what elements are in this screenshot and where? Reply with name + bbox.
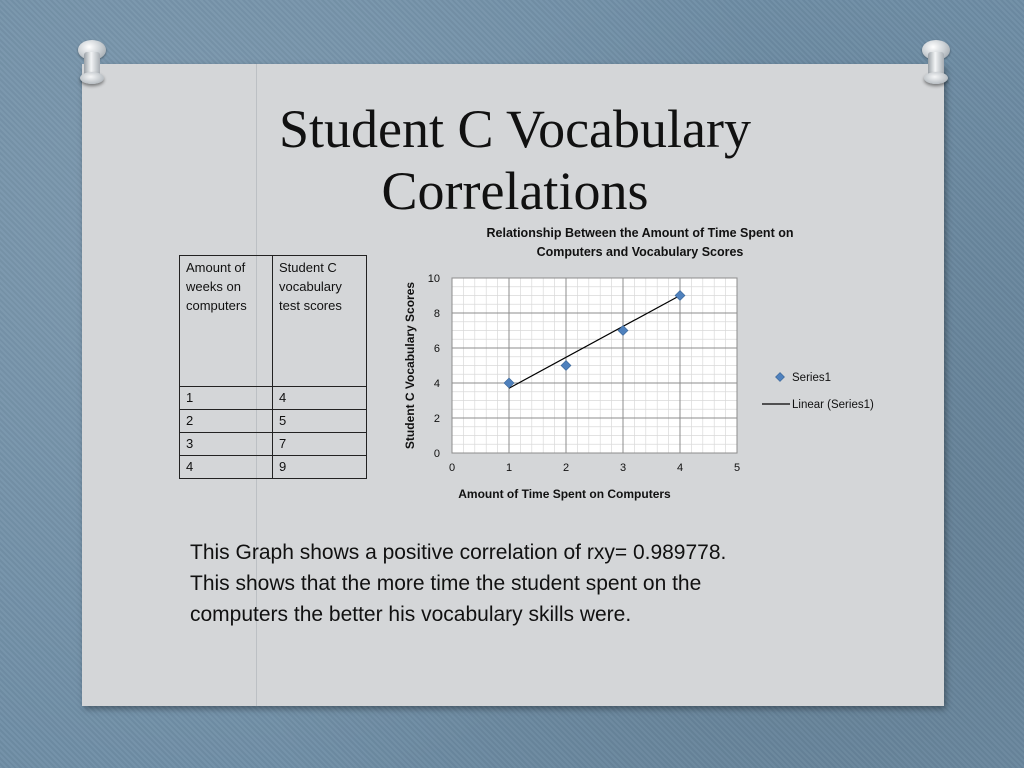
x-axis-label: Amount of Time Spent on Computers [458,487,671,501]
y-tick-label: 6 [433,343,440,355]
chart-title-line: Relationship Between the Amount of Time Spent on [486,226,794,240]
body-line: computers the better his vocabulary skills were. [190,603,632,626]
y-tick-label: 8 [433,308,440,320]
table-cell: 9 [273,456,367,479]
header-line: weeks on [186,279,241,294]
header-line: Amount of [186,260,246,275]
data-table [179,255,367,479]
body-text [190,537,890,630]
x-tick-label: 3 [619,462,627,474]
body-line: This Graph shows a positive correlation of rxy= 0.989778. [190,541,727,564]
table-row [180,410,367,433]
legend-marker-series1 [776,373,785,382]
slide-title-line: Student C Vocabulary [279,99,751,159]
legend-label-trendline: Linear (Series1) [792,399,874,411]
chart-title-line: Computers and Vocabulary Scores [536,245,744,259]
y-axis-label: Student C Vocabulary Scores [403,281,417,450]
table-row [180,456,367,479]
pushpin-left-icon [72,40,112,88]
x-tick-label: 4 [676,462,684,474]
header-line: vocabulary [279,279,342,294]
header-line: computers [186,298,247,313]
slide-title [210,98,820,222]
slide-title-line: Correlations [381,161,649,221]
body-line: This shows that the more time the student spent on the [190,572,702,595]
y-tick-label: 0 [433,448,440,460]
chart-title [452,224,828,262]
x-tick-label: 0 [448,462,456,474]
header-line: Student C [279,260,337,275]
table-header-row [180,256,367,387]
table-cell: 1 [180,387,273,410]
table-cell: 7 [273,433,367,456]
table-header-weeks [180,256,273,387]
legend-label-series1: Series1 [792,372,831,384]
table-row [180,387,367,410]
x-tick-label: 2 [562,462,570,474]
pushpin-right-icon [916,40,956,88]
table-cell: 5 [273,410,367,433]
table-cell: 3 [180,433,273,456]
table-row [180,433,367,456]
scatter-chart [395,265,915,510]
y-tick-label: 10 [427,273,440,285]
y-tick-label: 2 [433,413,440,425]
table-cell: 2 [180,410,273,433]
table-cell: 4 [273,387,367,410]
table-cell: 4 [180,456,273,479]
header-line: test scores [279,298,342,313]
y-tick-label: 4 [433,378,440,390]
table-header-scores [273,256,367,387]
x-tick-label: 5 [733,462,741,474]
x-tick-label: 1 [505,462,513,474]
